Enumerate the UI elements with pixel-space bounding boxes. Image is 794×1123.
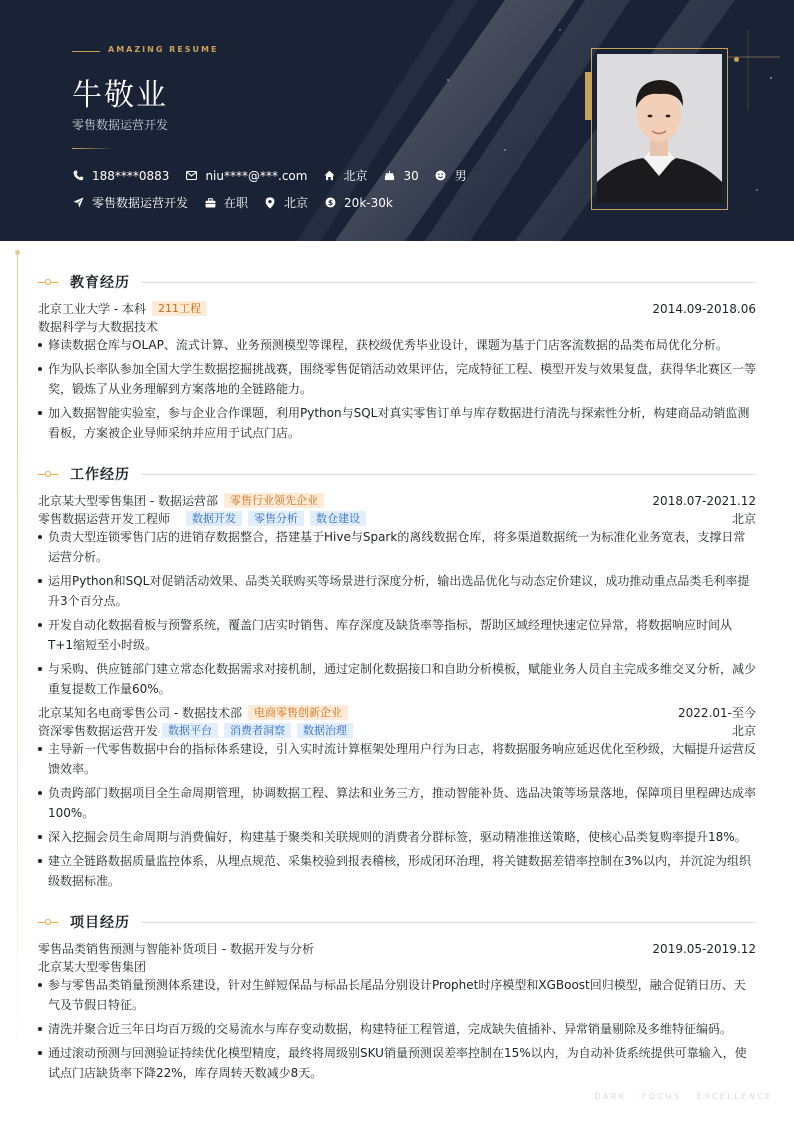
skill-tag: 数据开发: [186, 511, 242, 526]
job-role: 资深零售数据运营开发: [38, 724, 159, 738]
mail-icon: [185, 170, 197, 182]
list-item: 参与零售品类销量预测体系建设，针对生鲜短保品与标品长尾品分别设计Prophet时序模型和XGBoost回归模型，融合促销日历、天气及节假日特征。: [38, 975, 756, 1015]
section-divider: [142, 474, 756, 475]
email-text: niu****@***.com: [205, 168, 308, 183]
intent-salary: [324, 196, 393, 210]
job-2-header: [38, 704, 756, 721]
photo-corner-dot: [734, 57, 739, 62]
smile-icon: [435, 170, 447, 182]
cake-icon: [383, 170, 395, 182]
list-item: 负责大型连锁零售门店的进销存数据整合，搭建基于Hive与Spark的离线数据仓库，将多渠道数据统一为标准化业务宽表，支撑日常运营分析。: [38, 527, 756, 567]
list-item: 主导新一代零售数据中台的指标体系建设，引入实时流计算框架处理用户行为日志，将数据服务响应延迟优化至秒级，大幅提升运营反馈效率。: [38, 739, 756, 779]
svg-text:$: $: [327, 197, 333, 207]
education-row: [38, 300, 756, 317]
phone-icon: [72, 170, 84, 182]
job-city: 北京: [731, 512, 756, 526]
school-name: 北京工业大学 - 本科: [38, 302, 146, 316]
list-item: 清洗并聚合近三年日均百万级的交易流水与库存变动数据，构建特征工程管道，完成缺失值插补、异常销量剔除及多维特征编码。: [38, 1019, 756, 1039]
skill-tag: 零售分析: [248, 511, 304, 526]
list-item: 通过滚动预测与回测验证持续优化模型精度，最终将周级别SKU销量预测误差率控制在15%以内，为自动补货系统提供可靠输入，使试点门店缺货率下降22%，库存周转天数减少8天。: [38, 1043, 756, 1083]
candidate-name: 牛敬业: [72, 78, 168, 113]
candidate-title: 零售数据运营开发: [72, 118, 169, 132]
section-project-head: [38, 912, 756, 932]
project-name: 零售品类销售预测与智能补货项目 - 数据开发与分析: [38, 942, 314, 956]
major-name: 数据科学与大数据技术: [38, 320, 159, 334]
city-text: 北京: [343, 169, 368, 183]
intent-status: [204, 194, 248, 211]
job-date: 2018.07-2021.12: [652, 493, 756, 508]
briefcase-icon: [204, 197, 216, 209]
contact-city: [323, 167, 367, 184]
skill-tag: 消费者洞察: [224, 723, 291, 738]
company-name: 北京某大型零售集团 - 数据运营部: [38, 494, 218, 508]
skill-tag: 数据平台: [162, 723, 218, 738]
section-title: 工作经历: [70, 467, 130, 483]
intent-city-text: 北京: [284, 196, 309, 210]
skill-tag: 数据治理: [297, 723, 353, 738]
list-item: 运用Python和SQL对促销活动效果、品类关联购买等场景进行深度分析，输出选品优化与动态定价建议，成功推动重点品类毛利率提升3个百分点。: [38, 571, 756, 611]
list-item: 建立全链路数据质量监控体系，从埋点规范、采集校验到报表稽核，形成闭环治理，将关键数据差错率控制在3%以内，并沉淀为组织级数据标准。: [38, 851, 756, 891]
resume-header: [0, 0, 794, 241]
list-item: 深入挖掘会员生命周期与消费偏好，构建基于聚类和关联规则的消费者分群标签，驱动精准推送策略，使核心品类复购率提升18%。: [38, 827, 756, 847]
contact-age: [383, 169, 418, 183]
location-pin-icon: [264, 197, 276, 209]
section-education-head: [38, 272, 756, 292]
tagline-line: [72, 51, 100, 52]
list-item: 加入数据智能实验室，参与企业合作课题，利用Python与SQL对真实零售订单与库存数据进行清洗与探索性分析，构建商品动销监测看板，方案被企业导师采纳并应用于试点门店。: [38, 403, 756, 443]
footer-watermark: DARK · FOCUS · EXCELLENCE: [594, 1092, 773, 1101]
company-tag: 零售行业领先企业: [224, 493, 324, 508]
education-date: 2014.09-2018.06: [652, 301, 756, 316]
section-marker-icon: [38, 276, 58, 288]
intent-city: [264, 194, 308, 211]
home-icon: [323, 170, 335, 182]
job-2-role-row: [38, 722, 756, 739]
section-marker-icon: [38, 468, 58, 480]
section-divider: [142, 922, 756, 923]
intent-position: [72, 194, 188, 211]
age-text: 30: [403, 168, 419, 183]
contact-row: [72, 167, 483, 184]
project-header: [38, 940, 756, 957]
project-date: 2019.05-2019.12: [652, 941, 756, 956]
list-item: 作为队长率队参加全国大学生数据挖掘挑战赛，围绕零售促销活动效果评估，完成特征工程、模型开发与效果复盘，获得华北赛区一等奖，锻炼了从业务理解到方案落地的全链路能力。: [38, 359, 756, 399]
timeline-line: [17, 254, 18, 1094]
gender-text: 男: [454, 169, 467, 183]
section-title: 项目经历: [70, 915, 130, 931]
contact-email: [185, 169, 307, 183]
section-title: 教育经历: [70, 275, 130, 291]
school-tag: 211工程: [152, 301, 207, 316]
money-icon: [324, 197, 336, 209]
list-item: 与采购、供应链部门建立常态化数据需求对接机制，通过定制化数据接口和自助分析模板，赋能业务人员自主完成多维交叉分析，减少重复提数工作量60%。: [38, 659, 756, 699]
avatar: [597, 54, 722, 203]
section-marker-icon: [38, 916, 58, 928]
job-date: 2022.01-至今: [678, 706, 756, 720]
company-tag: 电商零售创新企业: [248, 705, 348, 720]
skill-tag: 数仓建设: [310, 511, 366, 526]
list-item: 负责跨部门数据项目全生命周期管理，协调数据工程、算法和业务三方，推动智能补货、选品决策等场景落地，保障项目里程碑达成率100%。: [38, 783, 756, 823]
project-org: 北京某大型零售集团: [38, 960, 147, 974]
section-divider: [142, 282, 756, 283]
phone-text: 188****0883: [92, 168, 170, 183]
list-item: 开发自动化数据看板与预警系统，覆盖门店实时销售、库存深度及缺货率等指标，帮助区域经理快速定位异常，将数据响应时间从T+1缩短至小时级。: [38, 615, 756, 655]
intent-salary-text: 20k-30k: [344, 195, 393, 210]
intent-status-text: 在职: [224, 196, 249, 210]
contact-phone: [72, 169, 169, 183]
tagline: AMAZING RESUME: [108, 45, 219, 54]
contact-gender: [435, 167, 467, 184]
job-1-header: [38, 492, 756, 509]
job-1-role-row: [38, 510, 756, 527]
list-item: 修读数据仓库与OLAP、流式计算、业务预测模型等课程，获校级优秀毕业设计，课题为基于门店客流数据的品类布局优化分析。: [38, 335, 756, 355]
job-role: 零售数据运营开发工程师: [38, 512, 171, 526]
send-icon: [72, 197, 84, 209]
job-city: 北京: [731, 724, 756, 738]
intent-position-text: 零售数据运营开发: [92, 196, 189, 210]
company-name: 北京某知名电商零售公司 - 数据技术部: [38, 706, 242, 720]
title-underline: [72, 148, 116, 149]
intent-row: [72, 194, 409, 211]
section-work-head: [38, 464, 756, 484]
